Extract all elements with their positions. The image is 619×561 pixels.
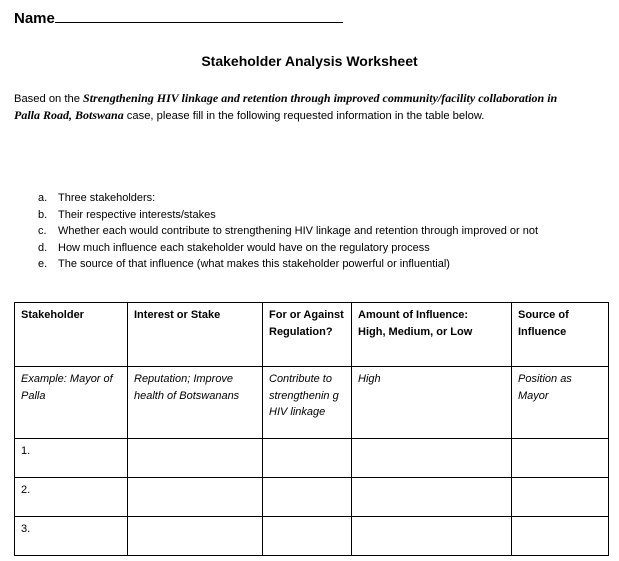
header-interest: Interest or Stake <box>128 303 263 367</box>
table-row <box>15 478 609 517</box>
example-row <box>15 367 609 439</box>
blank-cell[interactable] <box>352 517 512 556</box>
header-stakeholder: Stakeholder <box>15 303 128 367</box>
instruction-text: How much influence each stakeholder would have on the regulatory process <box>58 241 430 254</box>
row-number: 3. <box>15 517 128 556</box>
table-row <box>15 439 609 478</box>
instruction-marker: a. <box>38 192 48 204</box>
blank-cell[interactable] <box>128 517 263 556</box>
intro-paragraph <box>14 90 584 124</box>
header-for-against: For or Against Regulation? <box>263 303 352 367</box>
instruction-item <box>38 240 583 257</box>
instruction-marker: d. <box>38 241 48 254</box>
name-field <box>14 10 343 27</box>
instruction-text: The source of that influence (what makes this stakeholder powerful or influential) <box>58 258 450 270</box>
name-label: Name <box>14 10 55 27</box>
instruction-item <box>38 207 583 224</box>
blank-cell[interactable] <box>352 439 512 478</box>
case-title: Strengthening HIV linkage and retention through improved community/facility collaboration in Palla Road, Botswana <box>14 91 558 122</box>
header-influence-title: Amount of Influence: <box>358 309 468 321</box>
row-number: 1. <box>15 439 128 478</box>
intro-text-before: Based on the <box>14 93 84 105</box>
instruction-item <box>38 256 583 273</box>
table-row <box>15 517 609 556</box>
page-title: Stakeholder Analysis Worksheet <box>201 53 418 69</box>
row-number: 2. <box>15 478 128 517</box>
blank-cell[interactable] <box>512 478 609 517</box>
blank-cell[interactable] <box>128 439 263 478</box>
instruction-item <box>38 223 583 240</box>
blank-cell[interactable] <box>263 478 352 517</box>
blank-cell[interactable] <box>352 478 512 517</box>
example-stakeholder: Example: Mayor of Palla <box>15 367 128 439</box>
instruction-marker: e. <box>38 258 48 270</box>
intro-text-after: case, please fill in the following requested information in the table below. <box>123 110 485 122</box>
blank-cell[interactable] <box>128 478 263 517</box>
example-for-against: Contribute to strengthenin g HIV linkage <box>263 367 352 439</box>
stakeholder-table <box>14 302 609 556</box>
instruction-text: Whether each would contribute to strengthening HIV linkage and retention through improved or not <box>58 225 539 237</box>
instruction-list <box>38 190 583 273</box>
example-influence: High <box>352 367 512 439</box>
header-influence <box>352 303 512 367</box>
header-influence-scale: High, Medium, or Low <box>358 325 473 338</box>
example-source: Position as Mayor <box>512 367 609 439</box>
instruction-marker: c. <box>38 225 47 237</box>
instruction-text: Three stakeholders: <box>58 192 156 204</box>
instruction-item <box>38 190 583 207</box>
blank-cell[interactable] <box>512 439 609 478</box>
instruction-marker: b. <box>38 208 48 221</box>
example-interest: Reputation; Improve health of Botswanans <box>128 367 263 439</box>
blank-cell[interactable] <box>263 517 352 556</box>
header-source: Source of Influence <box>512 303 609 367</box>
instruction-text: Their respective interests/stakes <box>58 208 216 221</box>
blank-cell[interactable] <box>263 439 352 478</box>
blank-cell[interactable] <box>512 517 609 556</box>
name-blank-line[interactable] <box>55 10 343 23</box>
table-header-row <box>15 303 609 367</box>
